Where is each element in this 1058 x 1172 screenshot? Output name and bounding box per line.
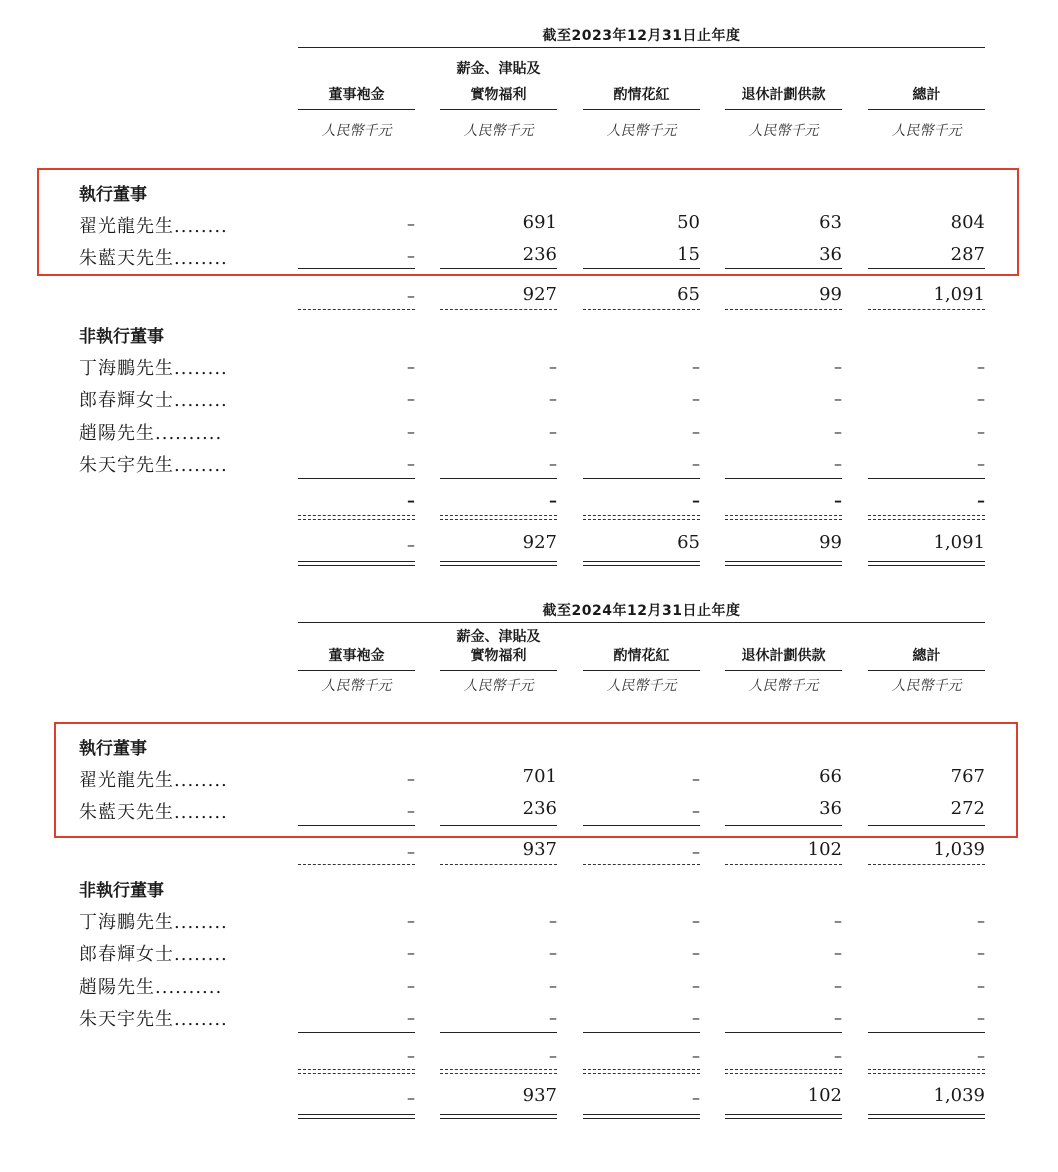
bonus-subtotal: 65 [677, 284, 700, 305]
pension-value: 66 [819, 766, 842, 787]
dashed-rule [298, 1073, 415, 1074]
group-title-executive: 執行董事 [79, 739, 147, 759]
col-header-total: 總計 [912, 648, 941, 664]
double-rule [298, 1114, 415, 1119]
pension-subtotal: 99 [819, 284, 842, 305]
subtotal-rule [725, 825, 842, 826]
bonus-grand-total: 65 [677, 532, 700, 553]
pension-value: – [834, 1008, 842, 1027]
dashed-rule [725, 864, 842, 865]
dashed-rule [440, 864, 557, 865]
dashed-rule [298, 1069, 415, 1070]
fees-subtotal: – [407, 491, 415, 510]
pension-grand-total: 99 [819, 532, 842, 553]
bonus-value: 15 [677, 244, 700, 265]
subtotal-rule [868, 1032, 985, 1033]
subtotal-rule [583, 825, 700, 826]
pension-value: – [834, 389, 842, 408]
subtotal-rule [440, 825, 557, 826]
fees-value: – [407, 769, 415, 788]
director-name: 翟光龍先生........ [79, 216, 228, 237]
bonus-value: – [692, 1008, 700, 1027]
total-subtotal: 1,091 [933, 284, 985, 305]
salary-value: – [549, 976, 557, 995]
total-subtotal: 1,039 [933, 839, 985, 860]
salary-value: – [549, 1008, 557, 1027]
pension-value: 63 [819, 212, 842, 233]
subtotal-rule [440, 1032, 557, 1033]
dashed-rule [298, 864, 415, 865]
total-value: – [977, 911, 985, 930]
unit-label: 人民幣千元 [748, 123, 819, 139]
fees-value: – [407, 943, 415, 962]
col-rule [868, 670, 985, 671]
fees-subtotal: – [407, 1046, 415, 1065]
col-header-salary-line1: 薪金、津貼及 [456, 629, 541, 645]
pension-value: – [834, 357, 842, 376]
col-header-salary-line1: 薪金、津貼及 [456, 61, 541, 77]
col-rule [298, 670, 415, 671]
bonus-value: 50 [677, 212, 700, 233]
bonus-subtotal: – [692, 1046, 700, 1065]
col-header-total: 總計 [912, 87, 941, 103]
bonus-value: – [692, 357, 700, 376]
unit-label: 人民幣千元 [321, 123, 392, 139]
total-value: 287 [950, 244, 985, 265]
salary-value: – [549, 389, 557, 408]
pension-value: 36 [819, 244, 842, 265]
col-header-bonus: 酌情花紅 [613, 648, 670, 664]
double-rule [583, 1114, 700, 1119]
dashed-rule [583, 1073, 700, 1074]
fees-value: – [407, 976, 415, 995]
col-header-fees: 董事袍金 [328, 87, 385, 103]
salary-value: 236 [522, 798, 557, 819]
pension-value: 36 [819, 798, 842, 819]
pension-subtotal: – [834, 1046, 842, 1065]
total-value: – [977, 389, 985, 408]
period-header: 截至2023年12月31日止年度 [542, 28, 741, 44]
fees-value: – [407, 454, 415, 473]
bonus-value: – [692, 943, 700, 962]
total-value: – [977, 976, 985, 995]
salary-value: – [549, 422, 557, 441]
fees-subtotal: – [407, 286, 415, 305]
dashed-rule [868, 1073, 985, 1074]
director-name: 郎春輝女士........ [79, 390, 228, 411]
salary-value: – [549, 357, 557, 376]
director-name: 朱天宇先生........ [79, 1009, 228, 1030]
total-value: – [977, 943, 985, 962]
col-header-pension: 退休計劃供款 [741, 87, 826, 103]
fees-grand-total: – [407, 535, 415, 554]
pension-value: – [834, 943, 842, 962]
salary-grand-total: 937 [522, 1085, 557, 1106]
unit-label: 人民幣千元 [463, 678, 534, 694]
salary-value: 701 [522, 766, 557, 787]
group-title-non-executive: 非執行董事 [79, 881, 164, 901]
fees-value: – [407, 246, 415, 265]
pension-value: – [834, 454, 842, 473]
salary-value: – [549, 911, 557, 930]
salary-value: – [549, 943, 557, 962]
bonus-value: – [692, 801, 700, 820]
unit-label: 人民幣千元 [891, 678, 962, 694]
salary-subtotal: 937 [522, 839, 557, 860]
subtotal-rule [298, 825, 415, 826]
col-header-salary-line2: 實物福利 [470, 648, 527, 664]
pension-value: – [834, 976, 842, 995]
fees-value: – [407, 422, 415, 441]
header-rule [298, 622, 985, 623]
unit-label: 人民幣千元 [891, 123, 962, 139]
pension-subtotal: 102 [807, 839, 842, 860]
dashed-rule [868, 864, 985, 865]
total-grand-total: 1,039 [933, 1085, 985, 1106]
col-header-salary-line2: 實物福利 [470, 87, 527, 103]
fees-value: – [407, 1008, 415, 1027]
salary-value: 691 [522, 212, 557, 233]
dashed-rule [725, 1069, 842, 1070]
total-subtotal: – [977, 491, 985, 510]
subtotal-rule [298, 1032, 415, 1033]
fees-subtotal: – [407, 842, 415, 861]
total-value: 804 [950, 212, 985, 233]
col-header-fees: 董事袍金 [328, 648, 385, 664]
director-name: 翟光龍先生........ [79, 770, 228, 791]
bonus-value: – [692, 769, 700, 788]
director-name: 郎春輝女士........ [79, 944, 228, 965]
bonus-grand-total: – [692, 1088, 700, 1107]
dashed-rule [440, 1069, 557, 1070]
bonus-value: – [692, 911, 700, 930]
unit-label: 人民幣千元 [606, 123, 677, 139]
double-rule [725, 1114, 842, 1119]
total-value: – [977, 357, 985, 376]
director-name: 朱天宇先生........ [79, 455, 228, 476]
dashed-rule [583, 864, 700, 865]
fees-grand-total: – [407, 1088, 415, 1107]
fees-value: – [407, 911, 415, 930]
bonus-value: – [692, 389, 700, 408]
fees-value: – [407, 357, 415, 376]
unit-label: 人民幣千元 [606, 678, 677, 694]
pension-value: – [834, 422, 842, 441]
col-rule [440, 670, 557, 671]
fees-value: – [407, 214, 415, 233]
salary-value: 236 [522, 244, 557, 265]
total-subtotal: – [977, 1046, 985, 1065]
total-value: – [977, 1008, 985, 1027]
col-rule [725, 670, 842, 671]
unit-label: 人民幣千元 [748, 678, 819, 694]
double-rule [868, 1114, 985, 1119]
total-value: 272 [950, 798, 985, 819]
pension-grand-total: 102 [807, 1085, 842, 1106]
subtotal-rule [583, 1032, 700, 1033]
col-header-pension: 退休計劃供款 [741, 648, 826, 664]
subtotal-rule [868, 825, 985, 826]
salary-subtotal: – [549, 1046, 557, 1065]
bonus-value: – [692, 422, 700, 441]
total-grand-total: 1,091 [933, 532, 985, 553]
director-name: 丁海鵬先生........ [79, 358, 228, 379]
group-title-non-executive: 非執行董事 [79, 327, 164, 347]
total-value: – [977, 454, 985, 473]
salary-grand-total: 927 [522, 532, 557, 553]
pension-value: – [834, 911, 842, 930]
salary-subtotal: 927 [522, 284, 557, 305]
fees-value: – [407, 801, 415, 820]
col-rule [583, 670, 700, 671]
bonus-value: – [692, 454, 700, 473]
salary-subtotal: – [549, 491, 557, 510]
period-header: 截至2024年12月31日止年度 [542, 603, 741, 619]
unit-label: 人民幣千元 [321, 678, 392, 694]
dashed-rule [868, 1069, 985, 1070]
bonus-value: – [692, 976, 700, 995]
bonus-subtotal: – [692, 842, 700, 861]
col-header-bonus: 酌情花紅 [613, 87, 670, 103]
director-name: 趙陽先生.......... [79, 977, 223, 998]
unit-label: 人民幣千元 [463, 123, 534, 139]
dashed-rule [725, 1073, 842, 1074]
director-name: 朱藍天先生........ [79, 802, 228, 823]
director-name: 丁海鵬先生........ [79, 912, 228, 933]
salary-value: – [549, 454, 557, 473]
subtotal-rule [725, 1032, 842, 1033]
double-rule [440, 1114, 557, 1119]
fees-value: – [407, 389, 415, 408]
group-title-executive: 執行董事 [79, 185, 147, 205]
total-value: – [977, 422, 985, 441]
director-name: 朱藍天先生........ [79, 248, 228, 269]
bonus-subtotal: – [692, 491, 700, 510]
pension-subtotal: – [834, 491, 842, 510]
dashed-rule [440, 1073, 557, 1074]
total-value: 767 [950, 766, 985, 787]
dashed-rule [583, 1069, 700, 1070]
director-name: 趙陽先生.......... [79, 423, 223, 444]
